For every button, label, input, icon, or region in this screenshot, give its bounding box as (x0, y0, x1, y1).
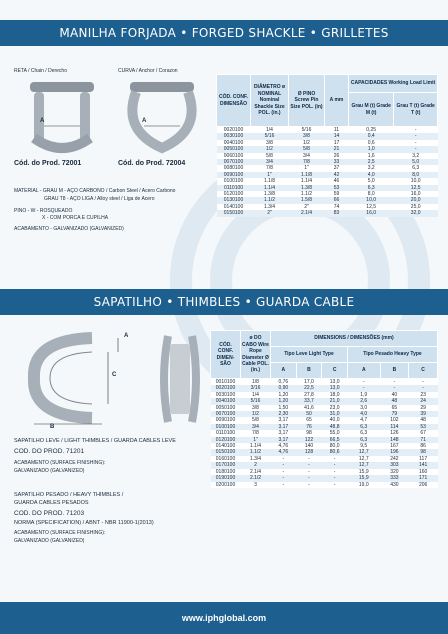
table-cell: 12,7 (347, 449, 380, 455)
table-cell: 1.1/2 (251, 197, 289, 203)
table-cell: 1" (251, 172, 289, 178)
table-cell: 4,0 (347, 411, 380, 417)
table-cell: 48,8 (322, 424, 348, 430)
table-cell: 206 (409, 482, 438, 488)
table-cell: - (296, 475, 322, 481)
table-cell: 13,0 (322, 379, 348, 386)
heavy-thimble-code: COD. DO PROD. 71203 (14, 510, 85, 517)
header-a: A (271, 363, 297, 379)
table-cell: 19,0 (347, 482, 380, 488)
table-cell: 1.3/8 (289, 185, 325, 191)
table-cell: 1/4 (251, 127, 289, 134)
table-cell: 59 (325, 191, 349, 197)
table-cell: 21,0 (322, 398, 348, 404)
thimble-table (210, 330, 438, 488)
table-cell: 3,17 (271, 424, 297, 430)
table-cell: 1,20 (271, 398, 297, 404)
table-cell: 148 (380, 437, 409, 443)
table-cell: 1.1/2 (289, 191, 325, 197)
table-cell: 21 (325, 146, 349, 152)
table-cell: 12,5 (349, 204, 394, 210)
table-cell: 0140100 (217, 204, 251, 210)
table-cell: 40,0 (322, 417, 348, 423)
table-cell: 1" (241, 437, 271, 443)
table-cell: 23 (409, 392, 438, 398)
table-cell: 1.3/4 (241, 456, 271, 462)
table-cell: 2,6 (347, 398, 380, 404)
table-cell: 117 (409, 456, 438, 462)
table-cell: 25,0 (394, 204, 438, 210)
table-cell: 26 (325, 153, 349, 159)
image-caption-anchor: CURVA / Anchor / Corazon (118, 68, 178, 74)
table-cell: 55,0 (322, 430, 348, 436)
table-cell: - (296, 482, 322, 488)
table-cell: 1.1/4 (241, 443, 271, 449)
table-cell: 3/4 (241, 424, 271, 430)
table-cell: 0040100 (211, 398, 241, 404)
table-cell: - (271, 482, 297, 488)
product-code-left: Cód. do Prod. 72001 (14, 160, 82, 167)
acabamento-line: ACABAMENTO - GALVANIZADO (GALVANIZED) (14, 226, 124, 232)
shackle-anchor-image (122, 78, 202, 156)
table-cell: 83 (325, 210, 349, 216)
table-cell: - (296, 456, 322, 462)
table-cell: 6,3 (347, 437, 380, 443)
header-capacidades: CAPACIDADES Working Load Limit (349, 75, 438, 93)
table-cell: 5/8 (289, 146, 325, 152)
section-title-shackle: MANILHA FORJADA • FORGED SHACKLE • GRILLETES (0, 20, 448, 46)
table-cell: 27,8 (296, 392, 322, 398)
table-cell: 140 (296, 443, 322, 449)
table-cell: 17,0 (296, 379, 322, 386)
dimension-label-c: C (112, 372, 117, 378)
table-cell: - (271, 475, 297, 481)
table-cell: 128 (296, 449, 322, 455)
table-cell: 9,5 (347, 443, 380, 449)
table-cell: 40 (380, 392, 409, 398)
header-grau-m: Grau M (t) Grade M (t) (349, 93, 394, 127)
table-cell: 71 (409, 437, 438, 443)
table-cell: 5/8 (241, 417, 271, 423)
table-cell: 1,20 (271, 392, 297, 398)
table-cell: 3/4 (251, 159, 289, 165)
table-cell: 102 (380, 417, 409, 423)
table-cell: 0090100 (211, 417, 241, 423)
thimble-heavy-image (158, 332, 202, 426)
table-row (211, 482, 438, 488)
table-cell: - (394, 133, 438, 139)
table-cell: 13,0 (322, 385, 348, 391)
table-cell: 0060100 (217, 153, 251, 159)
table-cell: 0180100 (211, 469, 241, 475)
table-cell: - (394, 127, 438, 134)
table-cell: 48 (380, 398, 409, 404)
table-cell: 4,76 (271, 449, 297, 455)
table-cell: 37 (325, 165, 349, 171)
header-b: B (296, 363, 322, 379)
table-cell: 0050100 (211, 405, 241, 411)
table-cell: 3,2 (394, 153, 438, 159)
table-cell: 0150100 (217, 210, 251, 216)
table-cell: 0,90 (271, 385, 297, 391)
table-cell: 3,2 (349, 165, 394, 171)
table-cell: 1.1/8 (251, 178, 289, 184)
table-cell: 1.1/2 (241, 449, 271, 455)
table-cell: 2" (251, 210, 289, 216)
table-cell: 16,0 (349, 210, 394, 216)
table-cell: 1/2 (251, 146, 289, 152)
table-cell: - (322, 462, 348, 468)
table-cell: 320 (380, 469, 409, 475)
table-cell: 41,6 (296, 405, 322, 411)
table-row (217, 210, 438, 216)
table-cell: 18,0 (322, 392, 348, 398)
table-cell: 6,3 (347, 430, 380, 436)
table-cell: 0070100 (217, 159, 251, 165)
table-cell: 1/4 (241, 392, 271, 398)
table-cell: 114 (380, 424, 409, 430)
table-cell: 2 (241, 462, 271, 468)
table-cell: 98 (409, 449, 438, 455)
header-cod: CÓD. CONF. DIMEN-SÃO (211, 331, 241, 379)
table-cell: 3/8 (241, 405, 271, 411)
dimension-label-a: A (124, 333, 129, 339)
table-cell: 430 (380, 482, 409, 488)
table-cell: 5/8 (251, 153, 289, 159)
table-cell: 8,0 (349, 191, 394, 197)
table-cell: 15,9 (347, 469, 380, 475)
table-cell: 3,17 (271, 417, 297, 423)
table-cell: - (296, 469, 322, 475)
table-cell: 0040100 (217, 140, 251, 146)
table-cell: - (322, 469, 348, 475)
table-cell: 0120100 (217, 191, 251, 197)
light-thimble-code: COD. DO PROD. 71201 (14, 448, 85, 455)
table-cell: 29 (409, 405, 438, 411)
table-cell: 4,0 (349, 172, 394, 178)
section-title-thimbles: SAPATILHO • THIMBLES • GUARDA CABLE (0, 289, 448, 315)
table-cell: 171 (409, 475, 438, 481)
table-row (217, 127, 438, 134)
table-cell: - (347, 385, 380, 391)
table-cell: 0020100 (211, 385, 241, 391)
table-cell: 0090100 (217, 172, 251, 178)
table-cell: - (380, 379, 409, 386)
table-cell: 1.1/4 (251, 185, 289, 191)
table-cell: 5,0 (349, 178, 394, 184)
header-leve: Tipo Leve Light Type (271, 347, 348, 363)
table-cell: 333 (380, 475, 409, 481)
table-cell: 0170100 (211, 462, 241, 468)
heavy-thimble-title-2: GUARDA CABLES PESADOS (14, 500, 89, 506)
table-cell: 5/16 (251, 133, 289, 139)
light-thimble-finish-1: ACABAMENTO (SURFACE FINISHING): (14, 460, 106, 466)
table-cell: 0160100 (211, 456, 241, 462)
header-pino: Ø PINO Screw Pin Size POL. (in) (289, 75, 325, 127)
table-cell: 122 (296, 437, 322, 443)
heavy-thimble-norm: NORMA (SPECIFICATION) / ABNT - NBR 11900-1(2013) (14, 520, 154, 526)
table-cell: 167 (380, 443, 409, 449)
header-grau-t: Grau T (t) Grade T (t) (394, 93, 438, 127)
table-row (211, 379, 438, 386)
table-cell: 0100100 (211, 424, 241, 430)
table-cell: 46 (325, 178, 349, 184)
table-cell: 5/16 (241, 398, 271, 404)
table-cell: - (347, 379, 380, 386)
table-cell: 0080100 (217, 165, 251, 171)
table-cell: - (394, 146, 438, 152)
table-cell: 1.3/8 (251, 191, 289, 197)
table-cell: 7/8 (251, 165, 289, 171)
table-cell: 1.5/8 (289, 197, 325, 203)
table-cell: 0020100 (217, 127, 251, 134)
table-cell: 10,0 (349, 197, 394, 203)
header-pesado: Tipo Pesado Heavy Type (347, 347, 437, 363)
light-thimble-finish-2: GALVANIZADO (GALVANIZED) (14, 468, 85, 474)
table-cell: 32,0 (394, 210, 438, 216)
table-cell: 33,7 (296, 398, 322, 404)
table-cell: 12,5 (394, 185, 438, 191)
table-cell: 31,0 (322, 411, 348, 417)
table-cell: 6,3 (347, 424, 380, 430)
table-cell: - (322, 456, 348, 462)
heavy-thimble-title-1: SAPATILHO PESADO / HEAVY THIMBLES / (14, 492, 124, 498)
table-cell: 0070100 (211, 411, 241, 417)
table-cell: 3,0 (347, 405, 380, 411)
table-cell: 3,17 (271, 430, 297, 436)
table-cell: 2,30 (271, 411, 297, 417)
table-cell: 0150100 (211, 449, 241, 455)
header-a: A (347, 363, 380, 379)
table-cell: 86 (409, 443, 438, 449)
table-cell: 0120100 (211, 437, 241, 443)
table-cell: 42 (325, 172, 349, 178)
table-cell: 48 (409, 417, 438, 423)
table-cell: 0050100 (217, 146, 251, 152)
table-cell: 39 (409, 411, 438, 417)
table-cell: 79 (380, 411, 409, 417)
table-cell: 126 (380, 430, 409, 436)
table-cell: 0110100 (211, 430, 241, 436)
table-cell: 3/4 (289, 153, 325, 159)
table-cell: 0030100 (217, 133, 251, 139)
table-cell: 303 (380, 462, 409, 468)
table-cell: 24 (409, 398, 438, 404)
table-cell: 1.1/4 (289, 178, 325, 184)
table-cell: 53 (409, 424, 438, 430)
table-cell: - (271, 456, 297, 462)
pino-line-1: PINO - W - ROSQUEADO (14, 208, 73, 214)
table-cell: 2.1/4 (241, 469, 271, 475)
table-cell: - (322, 482, 348, 488)
header-a: A mm (325, 75, 349, 127)
table-cell: 12,7 (347, 462, 380, 468)
table-cell: 1,6 (349, 153, 394, 159)
table-cell: 53 (325, 185, 349, 191)
table-cell: 0200100 (211, 482, 241, 488)
table-cell: 1,9 (347, 392, 380, 398)
light-thimble-title: SAPATILHO LEVE / LIGHT THIMBLES / GUARDA CABLES LEVE (14, 438, 176, 444)
table-cell: 66,5 (322, 437, 348, 443)
table-cell: 20,0 (394, 197, 438, 203)
table-cell: 22,5 (296, 385, 322, 391)
table-cell: 65 (380, 405, 409, 411)
table-cell: 2.1/2 (241, 475, 271, 481)
table-cell: 0,76 (271, 379, 297, 386)
table-cell: 242 (380, 456, 409, 462)
heavy-thimble-finish-1: ACABAMENTO (SURFACE FINISHING): (14, 530, 106, 536)
table-cell: 0,25 (349, 127, 394, 134)
table-cell: 76 (296, 424, 322, 430)
table-cell: 11 (325, 127, 349, 134)
header-cod: CÓD. CONF. DIMENSÃO (217, 75, 251, 127)
table-cell: 12,7 (347, 456, 380, 462)
table-cell: 3,17 (271, 437, 297, 443)
table-cell: 2.1/4 (289, 210, 325, 216)
table-cell: - (296, 462, 322, 468)
table-cell: 3/16 (241, 385, 271, 391)
image-caption-chain: RETA / Chain / Derecho (14, 68, 67, 74)
table-cell: 80,0 (322, 443, 348, 449)
table-cell: 0140100 (211, 443, 241, 449)
table-cell: 0030100 (211, 392, 241, 398)
table-cell: 3/8 (289, 133, 325, 139)
header-dimensions: DIMENSIONS / DIMENSÕES (mm) (271, 331, 438, 347)
header-b: B (380, 363, 409, 379)
product-code-right: Cód. do Prod. 72004 (118, 160, 186, 167)
table-cell: 1,50 (271, 405, 297, 411)
pino-line-2: X - COM PORCA E CUPILHA (42, 215, 109, 221)
table-cell: 0190100 (211, 475, 241, 481)
table-cell: 65 (296, 417, 322, 423)
table-cell: 3 (241, 482, 271, 488)
thimble-light-image (22, 330, 142, 426)
table-cell: 80,6 (322, 449, 348, 455)
dimension-label-b: B (50, 424, 55, 430)
table-cell: 0,4 (349, 133, 394, 139)
shackle-straight-image (22, 78, 102, 156)
table-cell: - (394, 140, 438, 146)
table-cell: 1.1/8 (289, 172, 325, 178)
table-cell: - (409, 379, 438, 386)
table-cell: 5/16 (289, 127, 325, 134)
table-cell: 141 (409, 462, 438, 468)
heavy-thimble-finish-2: GALVANIZADO (GALVANIZED) (14, 538, 85, 544)
table-cell: 0130100 (217, 197, 251, 203)
table-cell: 1,0 (349, 146, 394, 152)
table-cell: 66 (325, 197, 349, 203)
table-cell: 1.3/4 (251, 204, 289, 210)
dimension-label-a: A (40, 118, 45, 124)
table-cell: 196 (380, 449, 409, 455)
table-cell: 2" (289, 204, 325, 210)
table-cell: 1/8 (241, 379, 271, 386)
table-cell: 23,0 (322, 405, 348, 411)
dimension-label-a: A (142, 118, 147, 124)
table-cell: - (409, 385, 438, 391)
table-cell: 98 (296, 430, 322, 436)
table-cell: 7/8 (289, 159, 325, 165)
material-line-2: GRAU T8 - AÇO LIGA / Alloy steel / Liga de Acero (44, 196, 155, 202)
table-cell: 0010100 (211, 379, 241, 386)
table-cell: 17 (325, 140, 349, 146)
table-cell: 0100100 (217, 178, 251, 184)
table-cell: 1/2 (289, 140, 325, 146)
table-cell: 4,7 (347, 417, 380, 423)
table-cell: 0110100 (217, 185, 251, 191)
table-cell: 14 (325, 133, 349, 139)
table-cell: 6,3 (349, 185, 394, 191)
table-cell: 3/8 (251, 140, 289, 146)
shackle-table (216, 74, 438, 217)
footer-url[interactable]: www.iphglobal.com (0, 602, 448, 634)
table-cell: 16,0 (394, 191, 438, 197)
table-cell: 5,0 (394, 159, 438, 165)
table-cell: 1" (289, 165, 325, 171)
header-c: C (409, 363, 438, 379)
table-cell: 4,76 (271, 443, 297, 449)
table-cell: 67 (409, 430, 438, 436)
table-cell: - (271, 469, 297, 475)
table-cell: 15,9 (347, 475, 380, 481)
table-cell: 0,6 (349, 140, 394, 146)
table-cell: - (322, 475, 348, 481)
table-cell: 74 (325, 204, 349, 210)
table-cell: 33 (325, 159, 349, 165)
table-cell: - (271, 462, 297, 468)
table-cell: 7/8 (241, 430, 271, 436)
table-cell: 50 (296, 411, 322, 417)
table-cell: 2,5 (349, 159, 394, 165)
table-cell: 8,0 (394, 172, 438, 178)
table-cell: 1/2 (241, 411, 271, 417)
header-c: C (322, 363, 348, 379)
header-diam: ø DO CABO Wire Rope Diameter Ø Cable POL. (in.) (241, 331, 271, 379)
material-line-1: MATERIAL - GRAU M - AÇO CARBONO / Carbon Steel / Acero Carbono (14, 188, 176, 194)
table-cell: 6,3 (394, 165, 438, 171)
table-cell: - (380, 385, 409, 391)
table-cell: 160 (409, 469, 438, 475)
table-cell: 10,0 (394, 178, 438, 184)
header-diam: DIÂMETRO ø NOMINAL Nominal Shackle Size POL. (in.) (251, 75, 289, 127)
